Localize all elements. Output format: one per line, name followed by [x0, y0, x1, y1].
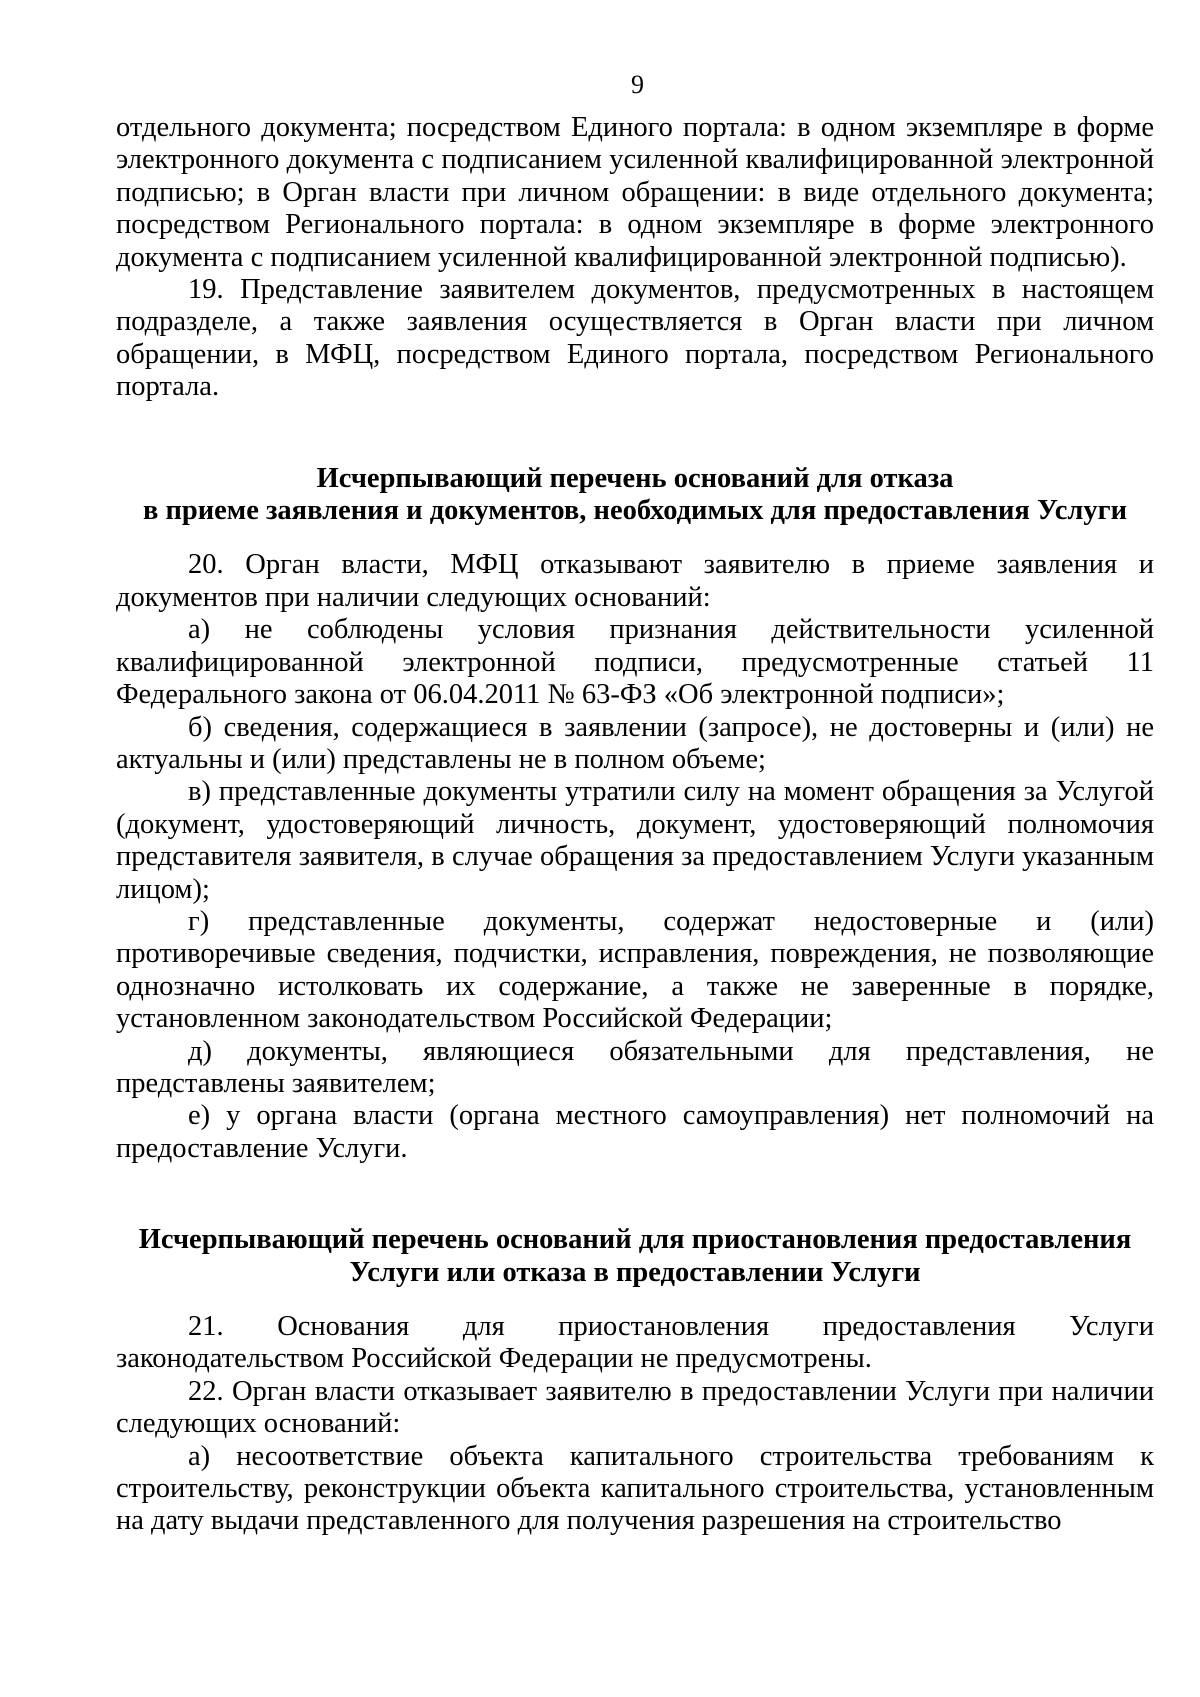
section-heading-line: Исчерпывающий перечень оснований для приостановления предоставления [138, 1224, 1132, 1256]
list-item-v: в) представленные документы утратили силу на момент обращения за Услугой (документ, удостоверяющий личность, документ, удостоверяющий полномочия представителя заявителя, в случае обращения за предоставлением Услуги указанным лицом); [116, 776, 1154, 905]
list-item-e: е) у органа власти (органа местного самоуправления) нет полномочий на предоставление Услуги. [116, 1100, 1154, 1164]
list-item-a-22: а) несоответствие объекта капитального строительства требованиям к строительству, реконструкции объекта капитального строительства, установленным на дату выдачи представленного для получения разрешения на строительство [116, 1440, 1154, 1537]
paragraph-19: 19. Представление заявителем документов, предусмотренных в настоящем подразделе, а также заявления осуществляется в Орган власти при личном обращении, в МФЦ, посредством Единого портала, посредством Регионального портала. [116, 274, 1154, 403]
section-heading-suspension-refusal [116, 1224, 1154, 1289]
section-heading-line: Услуги или отказа в предоставлении Услуги [349, 1256, 921, 1288]
paragraph-20: 20. Орган власти, МФЦ отказывают заявителю в приеме заявления и документов при наличии следующих оснований: [116, 549, 1154, 613]
document-body [116, 112, 1154, 1538]
paragraph-continuation: отдельного документа; посредством Единого портала: в одном экземпляре в форме электронного документа с подписанием усиленной квалифицированной электронной подписью; в Орган власти при личном обращении: в виде отдельного документа; посредством Регионального портала: в одном экземпляре в форме электронного документа с подписанием усиленной квалифицированной электронной подписью). [116, 112, 1154, 273]
section-heading-refusal-acceptance [116, 463, 1154, 528]
paragraph-22: 22. Орган власти отказывает заявителю в предоставлении Услуги при наличии следующих оснований: [116, 1375, 1154, 1440]
list-item-b: б) сведения, содержащиеся в заявлении (запросе), не достоверны и (или) не актуальны и (или) представлены не в полном объеме; [116, 711, 1154, 775]
list-item-g: г) представленные документы, содержат недостоверные и (или) противоречивые сведения, подчистки, исправления, повреждения, не позволяющие однозначно истолковать их содержание, а также не заверенные в порядке, установленном законодательством Российской Федерации; [116, 905, 1154, 1035]
paragraph-21: 21. Основания для приостановления предоставления Услуги законодательством Российской Федерации не предусмотрены. [116, 1311, 1154, 1375]
section-heading-line: Исчерпывающий перечень оснований для отказа [316, 462, 954, 494]
page-number: 9 [631, 70, 644, 99]
list-item-a: а) не соблюдены условия признания действительности усиленной квалифицированной электронной подписи, предусмотренные статьей 11 Федерального закона от 06.04.2011 № 63-ФЗ «Об электронной подписи»; [116, 614, 1154, 711]
section-heading-line: в приеме заявления и документов, необходимых для предоставления Услуги [142, 495, 1128, 527]
list-item-d: д) документы, являющиеся обязательными для представления, не представлены заявителем; [116, 1035, 1154, 1099]
